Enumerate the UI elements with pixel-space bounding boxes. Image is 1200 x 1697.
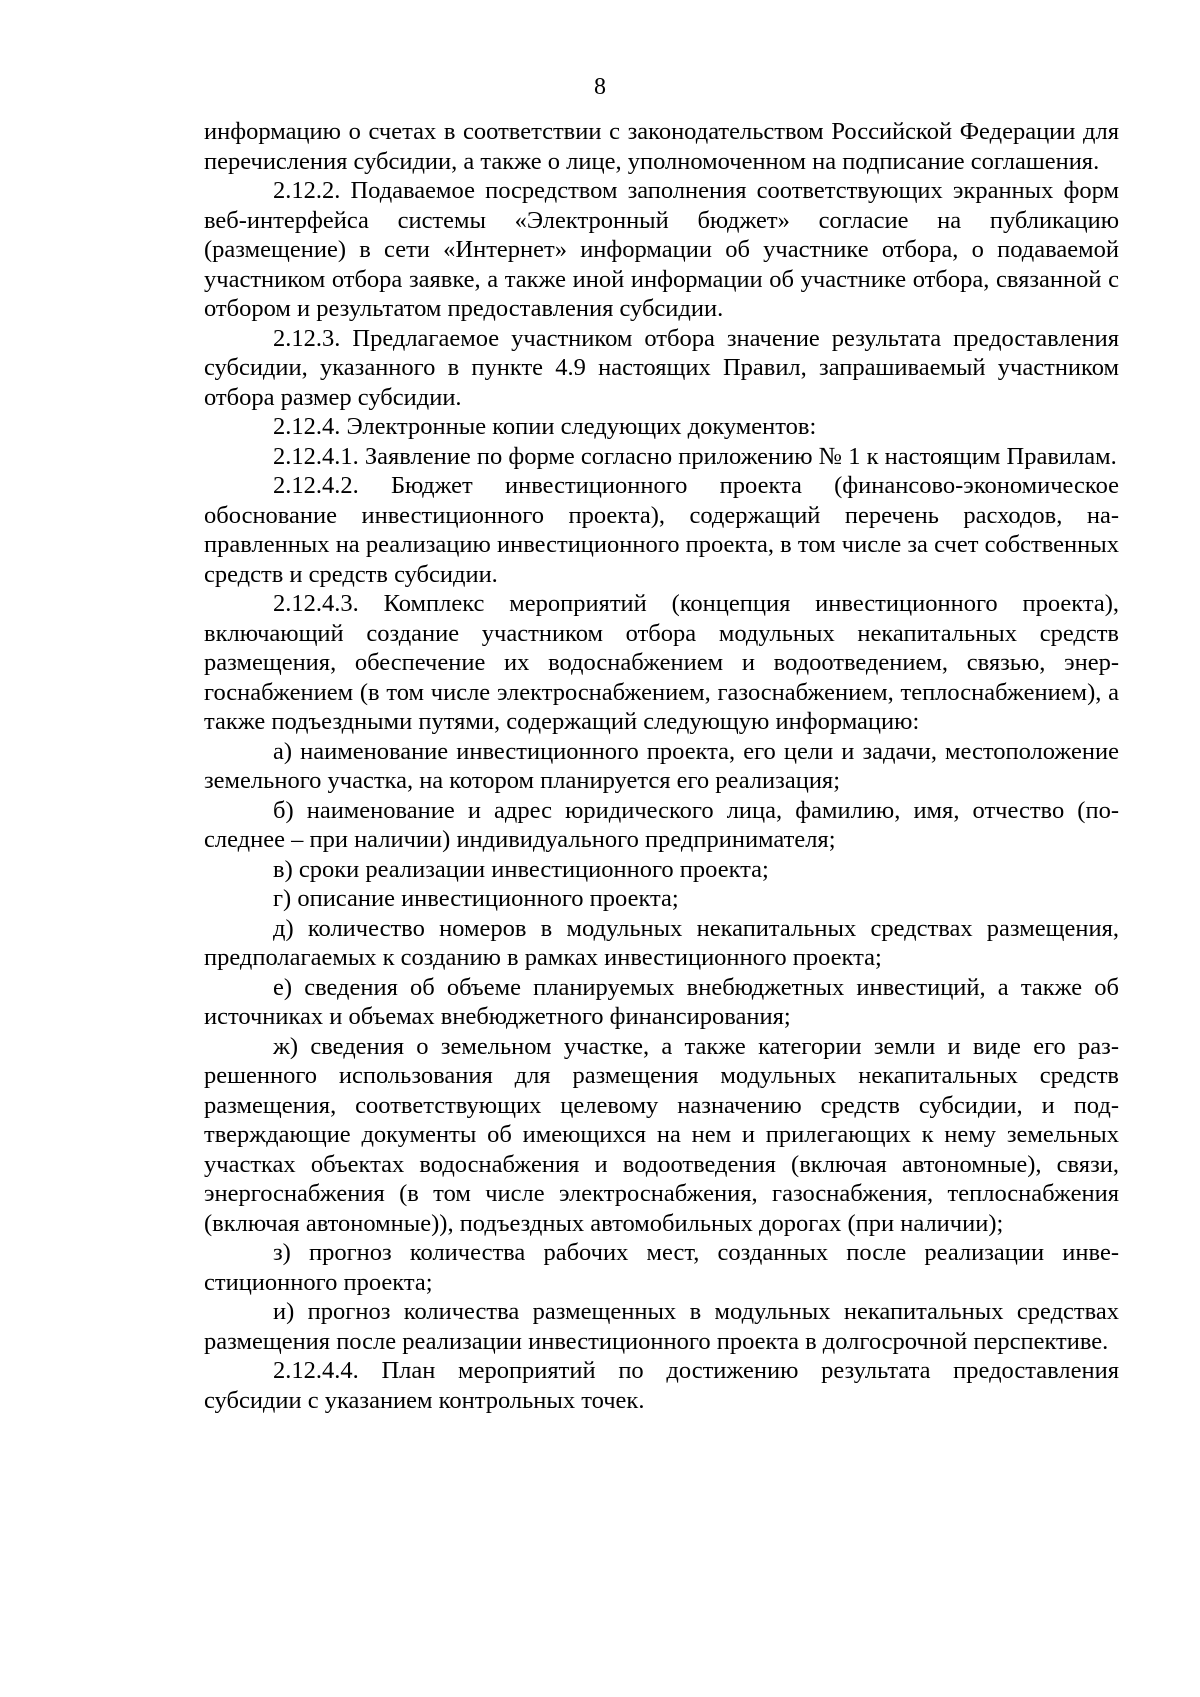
list-item-d: д) количество номеров в модульных некапитальных средствах размещения, предполагаемых к созданию в рамках инвестиционного проекта; xyxy=(204,914,1119,971)
list-item-e: е) сведения об объеме планируемых внебюджетных инвестиций, а также об источниках и объемах внебюджетного финансирования; xyxy=(204,973,1119,1030)
document-body xyxy=(204,117,1119,1415)
list-item-i: и) прогноз количества размещенных в модульных некапитальных средствах размещения после реализации инвестиционного проекта в долгосрочной перспективе. xyxy=(204,1298,1119,1355)
paragraph-account-info: информацию о счетах в соответствии с законодательством Российской Федерации для перечисления субсидии, а также о лице, уполномоченном на подписание соглашения. xyxy=(204,118,1119,175)
paragraph-2-12-2: 2.12.2. Подаваемое посредством заполнения соответствующих экранных форм веб-интерфейса системы «Электронный бюджет» согласие на публикацию (размещение) в сети «Интернет» информации об участнике отбора, о подаваемой участником отбора заявке, а также иной информации об участнике отбора, связанной с отбором и результатом предоставления субсидии. xyxy=(204,177,1119,322)
paragraph-2-12-4-2: 2.12.4.2. Бюджет инвестиционного проекта (финансово-экономическое обоснование инвестиционного проекта), содержащий перечень расходов, направленных на реализацию инвестиционного проекта, в том числе за счет собственных средств и средств субсидии. xyxy=(204,472,1119,588)
list-item-zh: ж) сведения о земельном участке, а также категории земли и виде его разрешенного использования для размещения модульных некапитальных средств размещения, соответствующих целевому назначению средств субсидии, и подтверждающие документы об имеющихся на нем и прилегающих к нему земельных участках объектах водоснабжения и водоотведения (включая автономные), связи, энергоснабжения (в том числе электроснабжения, газоснабжения, теплоснабжения (включая автономные)), подъездных автомобильных дорогах (при наличии); xyxy=(204,1032,1119,1237)
paragraph-2-12-4-4: 2.12.4.4. План мероприятий по достижению результата предоставления субсидии с указанием контрольных точек. xyxy=(204,1357,1119,1414)
list-item-a: а) наименование инвестиционного проекта, его цели и задачи, местоположение земельного участка, на котором планируется его реализация; xyxy=(204,737,1119,794)
list-item-v: в) сроки реализации инвестиционного проекта; xyxy=(273,855,769,883)
list-item-b: б) наименование и адрес юридического лица, фамилию, имя, отчество (последнее – при наличии) индивидуального предпринимателя; xyxy=(204,796,1119,853)
paragraph-2-12-4: 2.12.4. Электронные копии следующих документов: xyxy=(273,413,817,440)
list-item-z: з) прогноз количества рабочих мест, созданных после реализации инвестиционного проекта; xyxy=(204,1239,1119,1296)
paragraph-2-12-4-3: 2.12.4.3. Комплекс мероприятий (концепция инвестиционного проекта), включающий создание участником отбора модульных некапитальных средств размещения, обеспечение их водоснабжением и водоотведением, связью, энергоснабжением (в том числе электроснабжением, газоснабжением, теплоснабжением), а также подъездными путями, содержащий следующую информацию: xyxy=(204,590,1119,735)
page-number: 8 xyxy=(594,74,606,100)
paragraph-2-12-4-1: 2.12.4.1. Заявление по форме согласно приложению № 1 к настоящим Правилам. xyxy=(273,442,1117,470)
paragraph-2-12-3: 2.12.3. Предлагаемое участником отбора значение результата предоставления субсидии, указанного в пункте 4.9 настоящих Правил, запрашиваемый участником отбора размер субсидии. xyxy=(204,324,1119,411)
list-item-g: г) описание инвестиционного проекта; xyxy=(273,885,679,912)
